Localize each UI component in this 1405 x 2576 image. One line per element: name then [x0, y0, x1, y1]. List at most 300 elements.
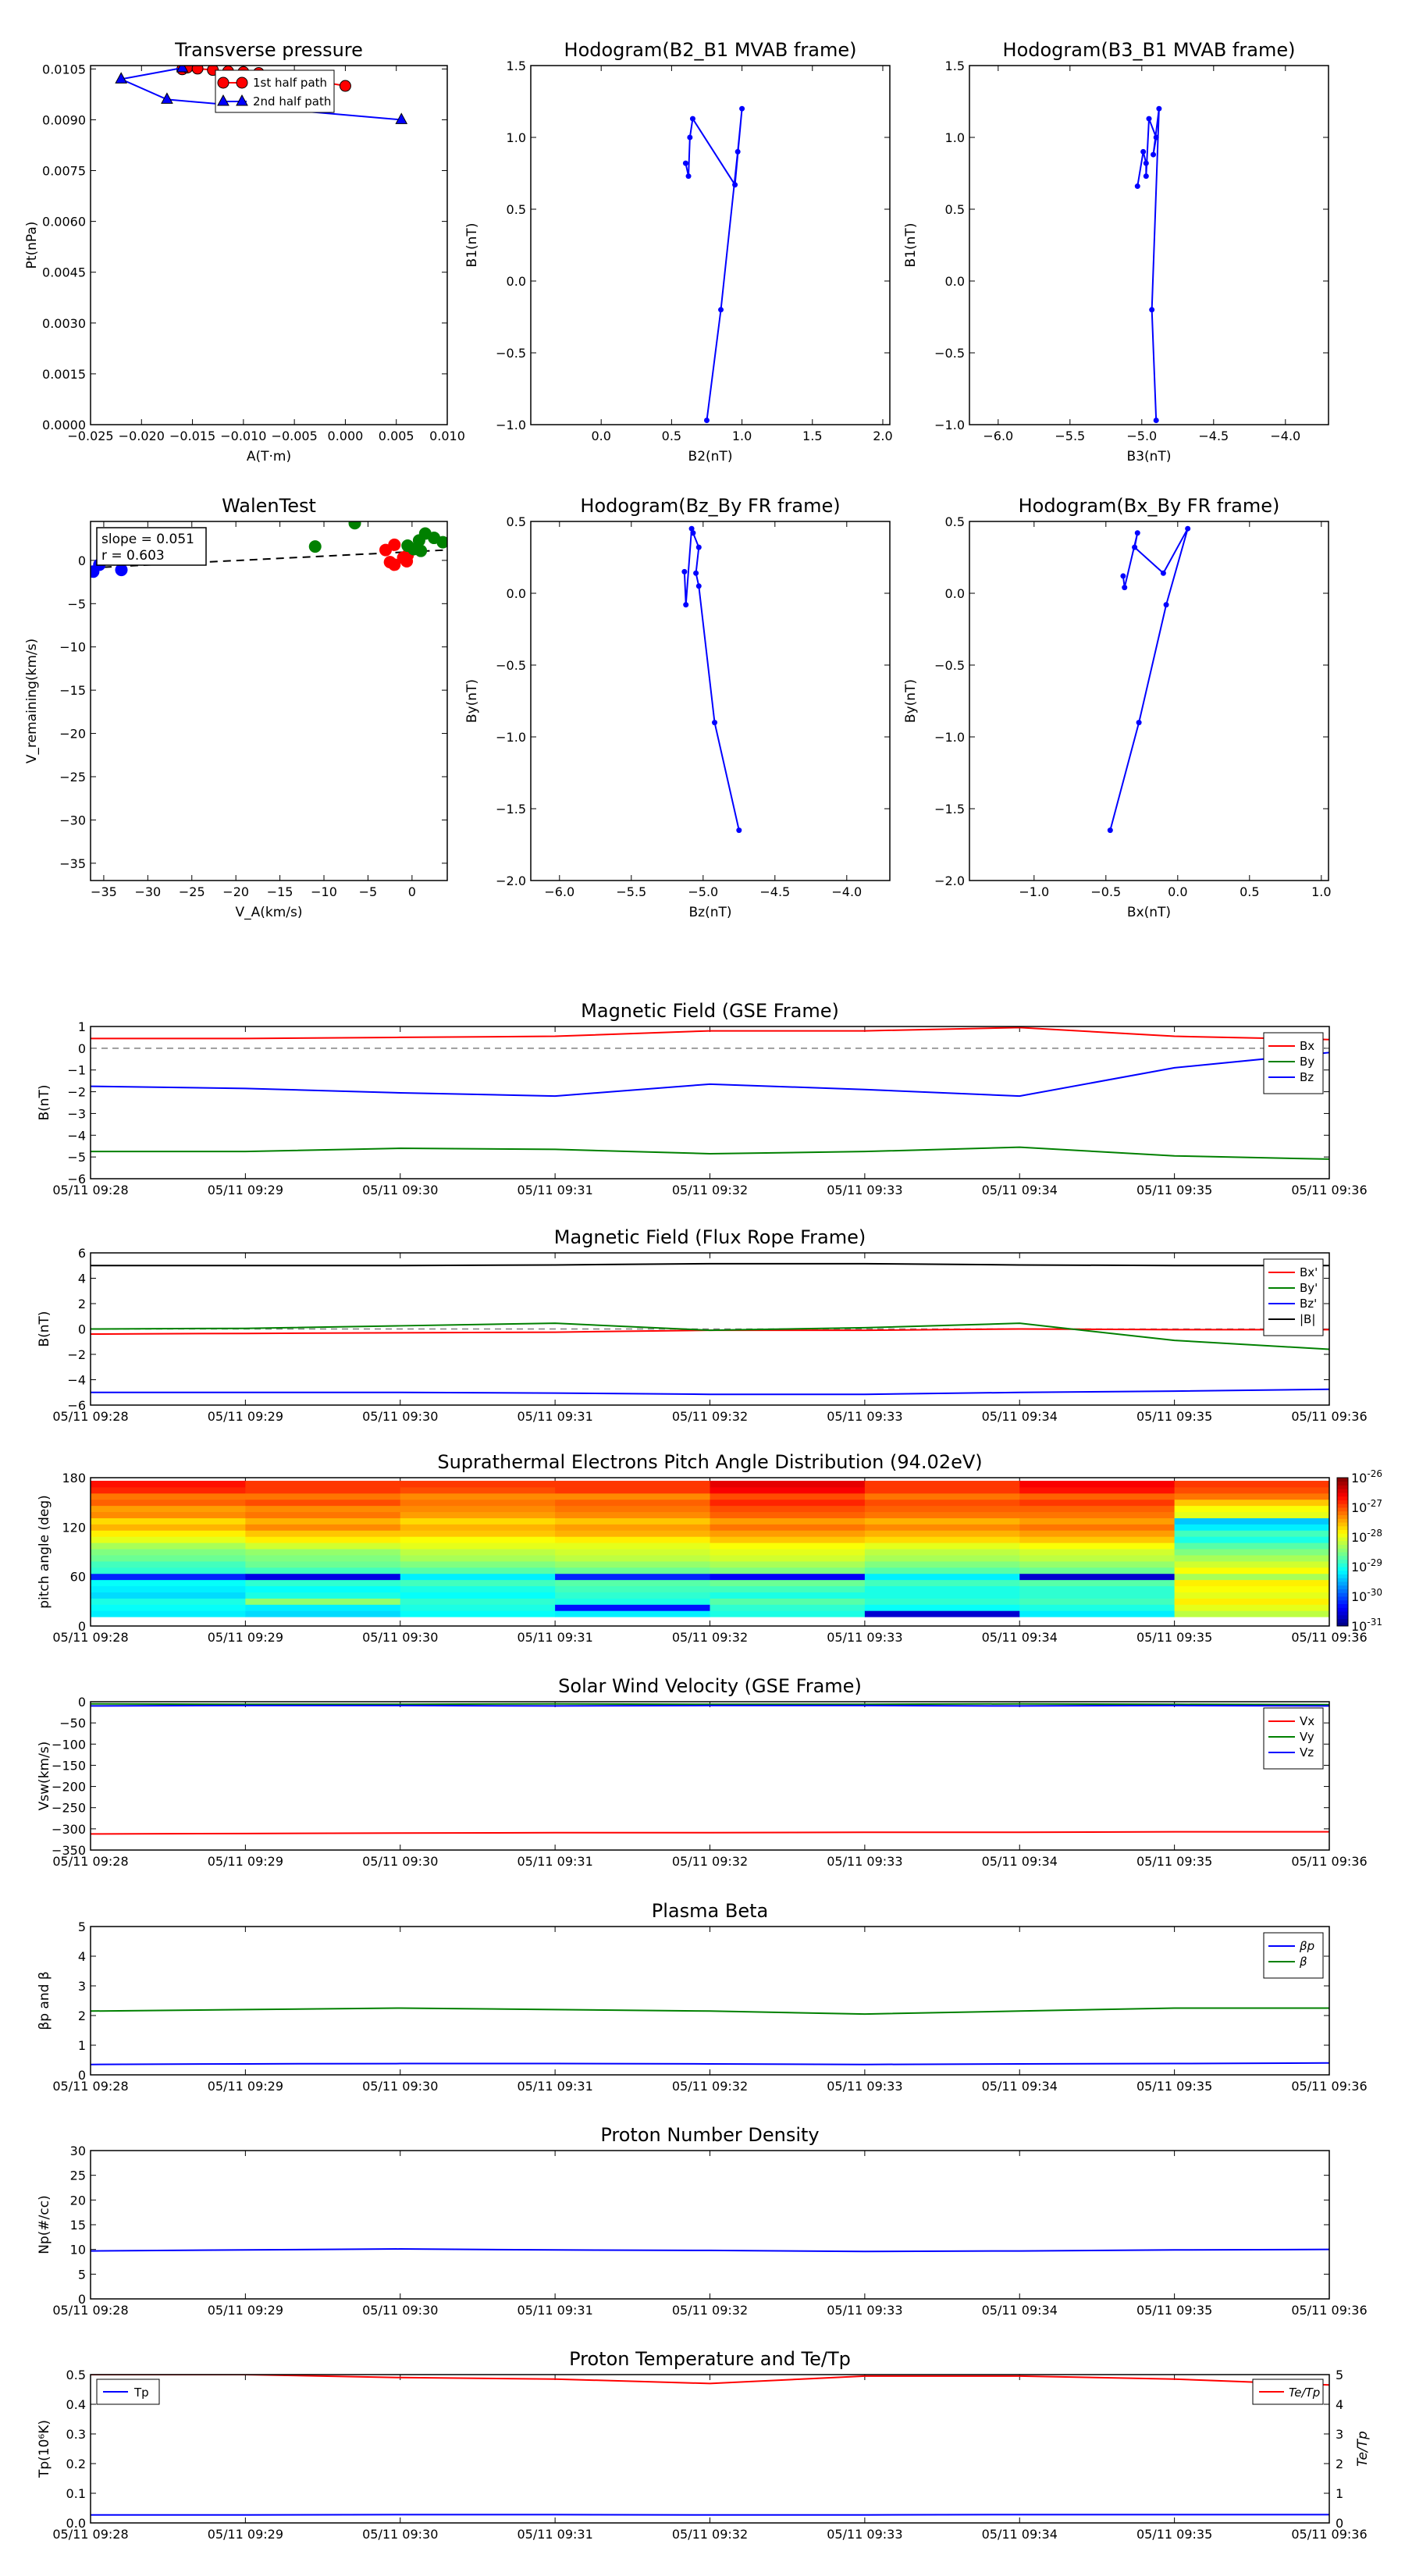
pad-cell	[865, 1567, 1020, 1574]
pad-cell	[1019, 1598, 1175, 1604]
pad-cell	[1019, 1524, 1175, 1530]
pad-colorbar-segment	[1337, 1578, 1348, 1582]
temp-xtick-label: 05/11 09:29	[207, 2527, 284, 2542]
h2-ytick-label: 0.5	[944, 202, 965, 217]
pad-cell	[1019, 1536, 1175, 1542]
beta-xtick-label: 05/11 09:34	[981, 2079, 1058, 2094]
walen-series-green-point	[401, 539, 414, 552]
pad-cell	[91, 1586, 246, 1592]
h4-xtick-label: −0.5	[1090, 884, 1122, 899]
tp-ytick-label: 0.0060	[42, 214, 86, 229]
h3-axes-frame	[531, 521, 890, 881]
h1-xtick-label: 0.0	[591, 429, 611, 443]
mag_gse-series-bz-line	[91, 1052, 1329, 1096]
h1-series-blue-point	[704, 418, 710, 423]
pad-cell	[1019, 1567, 1175, 1574]
h4-series-blue-point	[1122, 585, 1127, 590]
beta-xtick-label: 05/11 09:36	[1291, 2079, 1368, 2094]
vsw-xtick-label: 05/11 09:32	[671, 1854, 749, 1869]
h2-series-blue-point	[1156, 106, 1161, 112]
np-ytick-label: 20	[69, 2193, 86, 2208]
beta-xtick-label: 05/11 09:28	[52, 2079, 129, 2094]
mag_fr-ytick-label: 6	[77, 1246, 86, 1261]
pad-colorbar-segment	[1337, 1592, 1348, 1596]
h1-ylabel: B1(nT)	[464, 222, 480, 268]
h4-xtick-label: −1.0	[1019, 884, 1050, 899]
temp-xtick-label: 05/11 09:31	[517, 2527, 593, 2542]
pad-cell	[555, 1598, 710, 1604]
h2-xlabel: B3(nT)	[1126, 449, 1172, 464]
h3-title: Hodogram(Bz_By FR frame)	[580, 495, 841, 517]
pad-cell	[865, 1512, 1020, 1518]
vsw-ytick-label: −50	[59, 1716, 86, 1731]
pad-colorbar-segment	[1337, 1607, 1348, 1611]
h4-series-blue-point	[1108, 827, 1113, 833]
pad-ytick-label: 120	[62, 1520, 86, 1535]
pad-cell	[245, 1586, 400, 1592]
pad-cell	[245, 1574, 400, 1580]
vsw-ytick-label: −250	[52, 1800, 86, 1816]
pad-colorbar-segment	[1337, 1500, 1348, 1504]
h3-xtick-label: −6.0	[544, 884, 575, 899]
pad-colorbar-segment	[1337, 1611, 1348, 1615]
mag_gse-xtick-label: 05/11 09:31	[517, 1183, 593, 1197]
mag_gse-ytick-label: −4	[67, 1128, 86, 1144]
h2-xtick-label: −5.0	[1126, 429, 1158, 443]
pad-cell	[245, 1598, 400, 1604]
beta-xtick-label: 05/11 09:33	[827, 2079, 903, 2094]
mag_gse-ytick-label: −2	[67, 1084, 86, 1100]
pad-colorbar-segment	[1337, 1493, 1348, 1496]
vsw-series-vx-line	[91, 1832, 1329, 1834]
mag_fr-legend-label: |B|	[1300, 1312, 1316, 1326]
mag_fr-ylabel: B(nT)	[37, 1311, 52, 1347]
h4-ytick-label: 0.5	[944, 514, 965, 529]
tp-ytick-label: 0.0045	[42, 265, 86, 280]
pad-xtick-label: 05/11 09:35	[1136, 1630, 1213, 1645]
h2-series-blue-point	[1140, 149, 1146, 155]
beta-ylabel: βp and β	[37, 1971, 52, 2030]
beta-legend-label: βp	[1300, 1939, 1315, 1953]
temp-ytick-label-right: 3	[1336, 2427, 1344, 2442]
mag_gse-ytick-label: −5	[67, 1150, 86, 1165]
pad-cell	[1019, 1517, 1175, 1524]
mag_gse-axes-frame	[91, 1026, 1329, 1179]
pad-cell	[1019, 1604, 1175, 1610]
vsw-ytick-label: 0	[77, 1695, 86, 1710]
pad-cell	[710, 1512, 866, 1518]
vsw-legend-label: Vy	[1300, 1730, 1314, 1744]
h3-xlabel: Bz(nT)	[688, 905, 732, 920]
pad-cell	[1019, 1610, 1175, 1617]
pad-cell	[400, 1512, 556, 1518]
pad-colorbar-segment	[1337, 1518, 1348, 1522]
temp-ylabel: Tp(10⁶K)	[37, 2419, 52, 2478]
h2-ytick-label: 1.0	[944, 130, 965, 145]
pad-cell	[865, 1536, 1020, 1542]
mag_gse-legend-label: Bx	[1300, 1039, 1315, 1053]
h3-ytick-label: −0.5	[496, 658, 526, 673]
pad-cell	[555, 1574, 710, 1580]
pad-colorbar-segment	[1337, 1560, 1348, 1564]
h3-series-blue-point	[696, 583, 702, 589]
pad-colorbar-segment	[1337, 1571, 1348, 1574]
tp-ytick-label: 0.0075	[42, 163, 86, 179]
h1-series-blue-point	[718, 307, 724, 312]
pad-colorbar-segment	[1337, 1537, 1348, 1541]
pad-cell	[1175, 1542, 1330, 1549]
pad-colorbar-label: $10^{-26}$	[1351, 1468, 1382, 1485]
pad-cell	[400, 1586, 556, 1592]
pad-cell	[555, 1506, 710, 1512]
np-xtick-label: 05/11 09:35	[1136, 2303, 1213, 2318]
np-xtick-label: 05/11 09:29	[207, 2303, 284, 2318]
np-ylabel: Np(#/cc)	[37, 2195, 52, 2254]
pad-cell	[1175, 1549, 1330, 1555]
mag_fr-series-bz-line	[91, 1389, 1329, 1395]
mag_fr-xtick-label: 05/11 09:32	[671, 1409, 749, 1424]
mag_gse-plot-area	[91, 1027, 1329, 1159]
temp-plot-area	[91, 2375, 1329, 2515]
pad-colorbar-label: $10^{-28}$	[1351, 1528, 1382, 1545]
h2-xtick-label: −6.0	[983, 429, 1014, 443]
mag_fr-xtick-label: 05/11 09:31	[517, 1409, 593, 1424]
h3-series-blue-point	[681, 569, 687, 575]
pad-cell	[1019, 1592, 1175, 1598]
temp-ytick-label-right: 1	[1336, 2486, 1344, 2501]
beta-ytick-label: 1	[77, 2038, 86, 2053]
vsw-xtick-label: 05/11 09:36	[1291, 1854, 1368, 1869]
tp-ytick-label: 0.0030	[42, 315, 86, 331]
walen-xtick-label: 0	[407, 884, 416, 899]
vsw-ytick-label: −300	[52, 1821, 86, 1837]
walen-ytick-label: −10	[59, 639, 86, 655]
beta-ytick-label: 4	[77, 1949, 86, 1964]
pad-cell	[865, 1500, 1020, 1506]
pad-colorbar-segment	[1337, 1478, 1348, 1482]
vsw-plot-area	[91, 1704, 1329, 1834]
pad-cell	[865, 1586, 1020, 1592]
pad-cell	[1175, 1598, 1330, 1604]
vsw-xtick-label: 05/11 09:33	[827, 1854, 903, 1869]
walen-xtick-label: −30	[134, 884, 162, 899]
h4-xtick-label: 1.0	[1311, 884, 1332, 899]
temp-xtick-label: 05/11 09:35	[1136, 2527, 1213, 2542]
pad-cell	[1175, 1561, 1330, 1567]
h4-xtick-label: 0.0	[1168, 884, 1188, 899]
pad-cell	[555, 1500, 710, 1506]
pad-cell	[91, 1592, 246, 1598]
h4-series-blue-point	[1185, 526, 1190, 532]
pad-cell	[555, 1517, 710, 1524]
pad-cell	[91, 1524, 246, 1530]
h2-series-blue-point	[1147, 116, 1152, 122]
h3-ytick-label: −1.5	[496, 802, 526, 817]
tp-legend-marker	[237, 77, 247, 88]
pad-ytick-label: 60	[69, 1569, 86, 1585]
pad-ytick-label: 180	[62, 1471, 86, 1485]
pad-colorbar-segment	[1337, 1589, 1348, 1593]
h2-series-blue-point	[1144, 173, 1149, 179]
mag_fr-xtick-label: 05/11 09:28	[52, 1409, 129, 1424]
mag_fr-legend-label: By'	[1300, 1281, 1318, 1295]
mag_gse-ytick-label: −6	[67, 1172, 86, 1187]
temp-ytick-label: 0.2	[66, 2457, 86, 2471]
vsw-xtick-label: 05/11 09:35	[1136, 1854, 1213, 1869]
tp-ytick-label: 0.0105	[42, 62, 86, 77]
np-xtick-label: 05/11 09:32	[671, 2303, 749, 2318]
pad-cell	[555, 1493, 710, 1500]
mag_gse-ylabel: B(nT)	[37, 1084, 52, 1121]
h2-xtick-label: −5.5	[1055, 429, 1086, 443]
np-ytick-label: 10	[69, 2242, 86, 2258]
pad-colorbar-segment	[1337, 1567, 1348, 1571]
h3-xtick-label: −4.0	[831, 884, 863, 899]
walen-ytick-label: −25	[59, 769, 86, 785]
pad-xtick-label: 05/11 09:33	[827, 1630, 903, 1645]
h2-ytick-label: −1.0	[934, 418, 965, 432]
pad-cell	[1175, 1512, 1330, 1518]
beta-series-1-line	[91, 2008, 1329, 2015]
np-xtick-label: 05/11 09:33	[827, 2303, 903, 2318]
h4-plot-area	[1108, 526, 1190, 833]
walen-xlabel: V_A(km/s)	[235, 905, 303, 920]
pad-cell	[91, 1493, 246, 1500]
h3-plot-area	[681, 526, 742, 833]
walen-xtick-label: −20	[222, 884, 250, 899]
pad-cell	[865, 1517, 1020, 1524]
mag_gse-xtick-label: 05/11 09:33	[827, 1183, 903, 1197]
temp-ytick-label-right: 4	[1336, 2397, 1344, 2412]
h1-xtick-label: 1.5	[802, 429, 823, 443]
beta-xtick-label: 05/11 09:35	[1136, 2079, 1213, 2094]
pad-cell	[865, 1610, 1020, 1617]
pad-plot-area	[91, 1481, 1330, 1617]
np-ytick-label: 15	[69, 2218, 86, 2233]
mag_gse-xtick-label: 05/11 09:30	[362, 1183, 439, 1197]
pad-cell	[400, 1517, 556, 1524]
h1-series-blue-point	[739, 106, 745, 112]
beta-legend-label: β	[1300, 1955, 1307, 1969]
pad-cell	[400, 1481, 556, 1487]
pad-cell	[400, 1542, 556, 1549]
mag_fr-ytick-label: −6	[67, 1398, 86, 1413]
tp-series-1sthalfpath-point	[192, 63, 203, 74]
h4-series-blue-point	[1132, 545, 1137, 550]
h1-series-blue-point	[735, 149, 741, 155]
pad-cell	[245, 1506, 400, 1512]
mag_fr-series-by-line	[91, 1323, 1329, 1349]
pad-colorbar-segment	[1337, 1511, 1348, 1515]
vsw-ytick-label: −150	[52, 1758, 86, 1774]
pad-cell	[865, 1549, 1020, 1555]
pad-cell	[1019, 1561, 1175, 1567]
pad-cell	[1175, 1487, 1330, 1493]
h4-ytick-label: −1.0	[934, 730, 965, 745]
pad-cell	[91, 1598, 246, 1604]
pad-cell	[865, 1524, 1020, 1530]
pad-xtick-label: 05/11 09:36	[1291, 1630, 1368, 1645]
pad-cell	[1175, 1604, 1330, 1610]
h3-series-blue-point	[683, 602, 688, 607]
mag_fr-legend-label: Bx'	[1300, 1265, 1318, 1279]
mag_fr-ytick-label: 2	[77, 1297, 86, 1311]
beta-plot-area	[91, 2008, 1329, 2065]
pad-cell	[245, 1592, 400, 1598]
pad-cell	[1175, 1481, 1330, 1487]
tp-xtick-label: −0.010	[220, 429, 267, 443]
walen-ytick-label: −20	[59, 726, 86, 742]
pad-colorbar-segment	[1337, 1522, 1348, 1526]
pad-colorbar-segment	[1337, 1485, 1348, 1489]
pad-cell	[245, 1561, 400, 1567]
pad-cell	[865, 1530, 1020, 1536]
pad-cell	[400, 1592, 556, 1598]
pad-cell	[1175, 1586, 1330, 1592]
pad-colorbar-label: $10^{-27}$	[1351, 1498, 1382, 1515]
pad-cell	[710, 1574, 866, 1580]
temp-ytick-label: 0.3	[66, 2427, 86, 2442]
pad-cell	[1019, 1574, 1175, 1580]
vsw-xtick-label: 05/11 09:31	[517, 1854, 593, 1869]
pad-cell	[245, 1524, 400, 1530]
vsw-axes-frame	[91, 1702, 1329, 1850]
h1-series-blue-line	[685, 109, 742, 420]
mag_fr-ytick-label: −4	[67, 1372, 86, 1388]
pad-cell	[1175, 1592, 1330, 1598]
walen-xtick-label: −35	[91, 884, 117, 899]
h1-ytick-label: −1.0	[496, 418, 526, 432]
pad-cell	[91, 1506, 246, 1512]
h4-ytick-label: 0.0	[944, 586, 965, 601]
pad-cell	[865, 1580, 1020, 1586]
tp-legend-marker	[218, 77, 229, 88]
walen-annotation-text: slope = 0.051	[101, 532, 194, 547]
beta-xtick-label: 05/11 09:31	[517, 2079, 593, 2094]
h4-series-blue-point	[1135, 530, 1140, 535]
h4-ytick-label: −2.0	[934, 873, 965, 888]
vsw-xtick-label: 05/11 09:30	[362, 1854, 439, 1869]
tp-xtick-label: −0.015	[169, 429, 216, 443]
h1-xtick-label: 2.0	[873, 429, 893, 443]
pad-cell	[91, 1542, 246, 1549]
beta-xtick-label: 05/11 09:29	[207, 2079, 284, 2094]
h1-plot-area	[683, 106, 745, 423]
beta-xtick-label: 05/11 09:32	[671, 2079, 749, 2094]
vsw-ylabel: Vsw(km/s)	[37, 1741, 52, 1811]
vsw-xtick-label: 05/11 09:29	[207, 1854, 284, 1869]
pad-title: Suprathermal Electrons Pitch Angle Distribution (94.02eV)	[437, 1451, 983, 1473]
tp-title: Transverse pressure	[175, 39, 363, 61]
pad-cell	[1019, 1500, 1175, 1506]
pad-cell	[710, 1487, 866, 1493]
pad-colorbar-segment	[1337, 1482, 1348, 1485]
walen-series-green-point	[309, 540, 322, 553]
pad-cell	[865, 1487, 1020, 1493]
pad-cell	[865, 1555, 1020, 1561]
pad-cell	[555, 1542, 710, 1549]
pad-ytick-label: 0	[77, 1619, 86, 1634]
mag_fr-legend-label: Bz'	[1300, 1297, 1318, 1311]
beta-ytick-label: 5	[77, 1920, 86, 1934]
vsw-ytick-label: −200	[52, 1779, 86, 1795]
temp-xtick-label: 05/11 09:30	[362, 2527, 439, 2542]
pad-cell	[400, 1567, 556, 1574]
pad-cell	[1019, 1487, 1175, 1493]
pad-cell	[400, 1580, 556, 1586]
pad-cell	[710, 1580, 866, 1586]
pad-cell	[1175, 1493, 1330, 1500]
pad-colorbar-segment	[1337, 1503, 1348, 1507]
mag_fr-xtick-label: 05/11 09:35	[1136, 1409, 1213, 1424]
walen-xtick-label: −15	[266, 884, 293, 899]
h4-xtick-label: 0.5	[1240, 884, 1260, 899]
vsw-title: Solar Wind Velocity (GSE Frame)	[558, 1675, 862, 1697]
pad-cell	[91, 1604, 246, 1610]
h3-xtick-label: −4.5	[759, 884, 791, 899]
pad-cell	[555, 1481, 710, 1487]
temp-xtick-label: 05/11 09:28	[52, 2527, 129, 2542]
mag_gse-xtick-label: 05/11 09:34	[981, 1183, 1058, 1197]
pad-cell	[710, 1567, 866, 1574]
temp-xtick-label: 05/11 09:33	[827, 2527, 903, 2542]
vsw-ytick-label: −350	[52, 1843, 86, 1858]
walen-series-red-point	[388, 539, 400, 551]
mag_fr-series-b-line	[91, 1264, 1329, 1265]
pad-colorbar-segment	[1337, 1530, 1348, 1534]
h1-xtick-label: 1.0	[731, 429, 752, 443]
h2-ytick-label: −0.5	[934, 346, 965, 361]
np-xtick-label: 05/11 09:30	[362, 2303, 439, 2318]
h2-xtick-label: −4.5	[1198, 429, 1229, 443]
vsw-xtick-label: 05/11 09:28	[52, 1854, 129, 1869]
mag_fr-xtick-label: 05/11 09:30	[362, 1409, 439, 1424]
temp-ytick-label-right: 0	[1336, 2516, 1344, 2531]
pad-colorbar-segment	[1337, 1619, 1348, 1623]
pad-cell	[245, 1500, 400, 1506]
h4-axes-frame	[969, 521, 1329, 881]
pad-cell	[400, 1598, 556, 1604]
h3-ylabel: By(nT)	[464, 678, 480, 724]
pad-cell	[555, 1610, 710, 1617]
h1-ytick-label: 1.5	[506, 59, 526, 73]
pad-cell	[91, 1561, 246, 1567]
temp-xtick-label: 05/11 09:36	[1291, 2527, 1368, 2542]
pad-colorbar-segment	[1337, 1615, 1348, 1619]
pad-cell	[91, 1500, 246, 1506]
pad-cell	[1019, 1530, 1175, 1536]
pad-cell	[245, 1512, 400, 1518]
np-ytick-label: 30	[69, 2144, 86, 2158]
pad-colorbar-segment	[1337, 1541, 1348, 1545]
pad-cell	[1019, 1481, 1175, 1487]
mag_gse-title: Magnetic Field (GSE Frame)	[581, 1000, 839, 1022]
pad-cell	[865, 1561, 1020, 1567]
h1-series-blue-point	[686, 173, 692, 179]
pad-colorbar-segment	[1337, 1585, 1348, 1589]
pad-xtick-label: 05/11 09:32	[671, 1630, 749, 1645]
beta-ytick-label: 2	[77, 2008, 86, 2023]
pad-cell	[710, 1542, 866, 1549]
pad-colorbar-segment	[1337, 1489, 1348, 1493]
walen-ytick-label: 0	[77, 553, 86, 568]
pad-cell	[555, 1512, 710, 1518]
h3-ytick-label: 0.5	[506, 514, 526, 529]
h1-axes-frame	[531, 66, 890, 425]
temp-ytick-label: 0.0	[66, 2516, 86, 2531]
pad-colorbar-segment	[1337, 1596, 1348, 1600]
pad-cell	[245, 1530, 400, 1536]
